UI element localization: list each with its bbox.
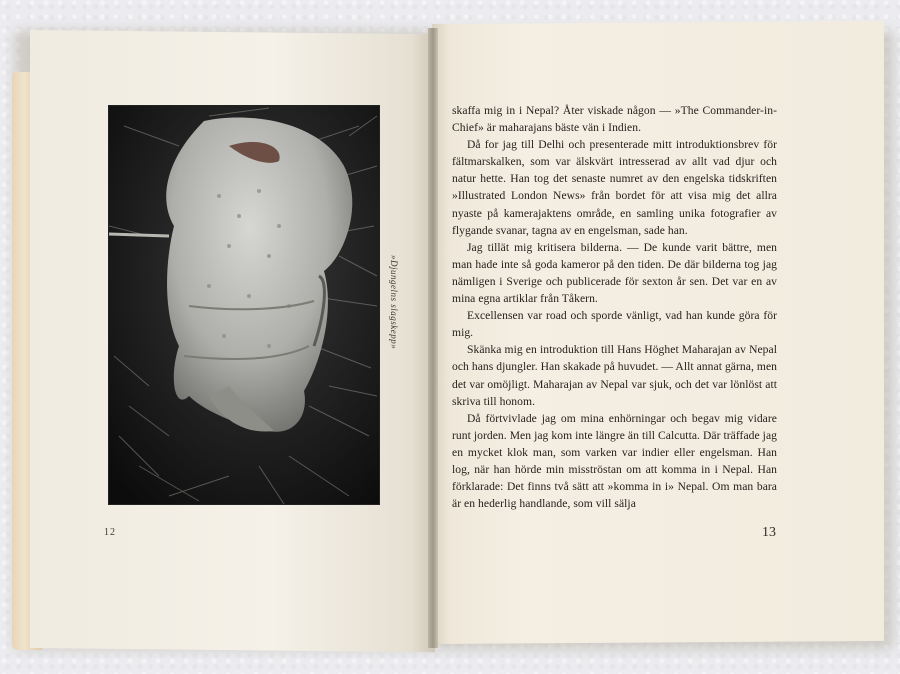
paragraph: Då förtvivlade jag om mina enhörningar och begav mig vidare runt jorden. Men jag kom inte längre än till Calcutta. Där träffade jag en mycket klok man, som varken var indier eller engelsman. Han log, när han hörde min misströstan om att komma in i Nepal. Han förklarade: Det finns två sätt att »komma in i» Nepal. Om man bara är en hederlig handlande, som vill sälja: [452, 411, 777, 511]
photo-caption: »Djungelns slagskepp»: [389, 255, 399, 350]
body-text: [452, 102, 777, 512]
rhinoceros-photo: [108, 105, 380, 505]
book-gutter: [428, 28, 438, 648]
page-number-left: 12: [104, 527, 116, 538]
paragraph: Då for jag till Delhi och presenterade mitt introduktionsbrev för fältmarskalken, som var älskvärt intresserad av allt vad djur och natur hette. Han tog det senaste numret av den engelska tidskriften »Illustrated London News» från bordet för att visa mig det allra nyaste på kamerajaktens område, en samling unika fotografier av flygande svanar, tagna av en engelsman, sade han.: [452, 138, 777, 237]
paragraph: Skänka mig en introduktion till Hans Höghet Maharajan av Nepal och hans djungler. Han skakade på huvudet. — Allt annat gärna, men det var omöjligt. Maharajan av Nepal var sjuk, och det var lönlöst att skriva till honom.: [452, 343, 777, 408]
page-number-right: 13: [762, 525, 776, 540]
paragraph: skaffa mig in i Nepal? Åter viskade någon — »The Commander-in-Chief» är maharajans bäste vän i Indien.: [452, 104, 777, 135]
paragraph: Excellensen var road och sporde vänligt, vad han kunde göra för mig.: [452, 309, 777, 340]
paragraph: Jag tillät mig kritisera bilderna. — De kunde varit bättre, men man hade inte så goda kameror på den tiden. De där bilderna tog jag nämligen i Sverige och publicerade för sexton år sen. Det var en av mina egna artiklar från Tåkern.: [452, 240, 777, 306]
